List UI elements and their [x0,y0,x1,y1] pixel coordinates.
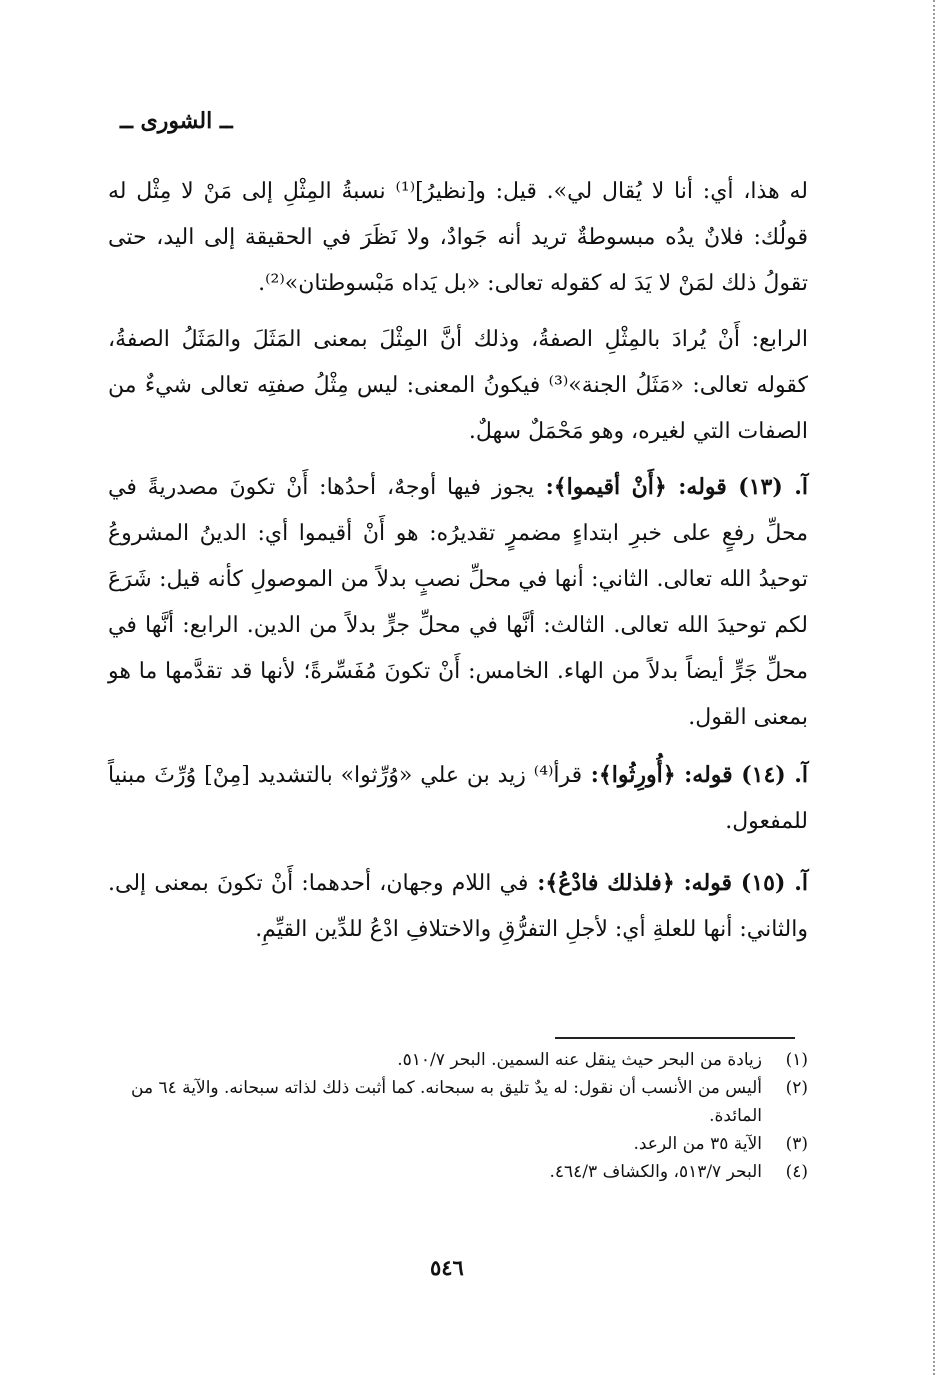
paragraph-5 [108,860,808,953]
paragraph-5-lead: آ. (١٥) قوله: ﴿فلذلك فادْعُ﴾: [528,870,808,896]
footnote-text: الآية ٣٥ من الرعد. [633,1134,762,1154]
paragraph-2-text: الرابع: أَنْ يُرادَ بالمِثْلِ الصفةُ، وذلك أنَّ المِثْلَ بمعنى المَثَلَ والمَثَلُ الصفةُ، كقوله تعالى: «مَثَلُ الجنة»⁽³⁾ فيكونُ المعنى: ليس مِثْلُ صفتِه تعالى شيءٌ من الصفات التي لغيره، وهو مَحْمَلٌ سهلٌ. [108,327,808,444]
footnote-separator [555,1037,795,1039]
paragraph-5-text: في اللام وجهان، أحدهما: أَنْ تكونَ بمعنى إلى. والثاني: أنها للعلةِ أي: لأجلِ التفرُّقِ والاختلافِ ادْعُ للدِّين القيِّمِ. [108,871,808,942]
running-header: ــ الشورى ــ [120,108,233,134]
footnotes [118,1046,808,1186]
footnote-3 [118,1130,808,1158]
paragraph-1 [108,168,808,307]
footnote-number: (٢) [785,1078,808,1098]
paragraph-1-text: له هذا، أي: أنا لا يُقال لي». قيل: و[نظيرُ]⁽¹⁾ نسبةُ المِثْلِ إلى مَنْ لا مِثْل له قولُك: فلانٌ يدُه مبسوطةٌ تريد أنه جَوادٌ، ولا نَظَرَ في الحقيقة إلى اليد، حتى تقولُ ذلك لمَنْ لا يَدَ له كقوله تعالى: «بل يَداه مَبْسوطتان»⁽²⁾. [108,179,808,296]
footnote-number: (٤) [785,1162,808,1182]
paragraph-3-lead: آ. (١٣) قوله: ﴿أَنْ أقيموا﴾: [534,474,808,500]
paragraph-3 [108,464,808,741]
paragraph-3-text: يجوز فيها أوجهٌ، أحدُها: أَنْ تكونَ مصدريةً في محلِّ رفعٍ على خبرِ ابتداءٍ مضمرٍ تقديرُه: هو أَنْ أقيموا أي: الدينُ المشروعُ توحيدُ الله تعالى. الثاني: أنها في محلِّ نصبٍ بدلاً من الموصولِ كأنه قيل: شَرَعَ لكم توحيدَ الله تعالى. الثالث: أنَّها في محلِّ جرٍّ بدلاً من الدين. الرابع: أنَّها في محلِّ جَرٍّ أيضاً بدلاً من الهاء. الخامس: أَنْ تكونَ مُفَسِّرةً؛ لأنها قد تقدَّمها ما هو بمعنى القول. [108,475,808,730]
footnote-4 [118,1158,808,1186]
paragraph-4 [108,752,808,845]
footnote-text: البحر ٥١٣/٧، والكشاف ٤٦٤/٣. [549,1162,762,1182]
footnote-text: أليس من الأنسب أن نقول: له يدٌ تليق به سبحانه. كما أثبت ذلك لذاته سبحانه. والآية ٦٤ من المائدة. [131,1078,762,1126]
page-number: ٥٤٦ [430,1255,464,1280]
binding-holes [927,0,935,1375]
paragraph-4-text: قرأ⁽⁴⁾ زيد بن علي «وُرِّثوا» بالتشديد [مِنْ] وُرِّثَ مبنياً للمفعول. [108,763,808,834]
footnote-1 [118,1046,808,1074]
paragraph-2 [108,316,808,455]
paragraph-4-lead: آ. (١٤) قوله: ﴿أُورِثُوا﴾: [582,762,808,788]
footnote-2 [118,1074,808,1130]
footnote-text: زيادة من البحر حيث ينقل عنه السمين. البحر ٥١٠/٧. [397,1050,762,1070]
footnote-number: (٣) [785,1134,808,1154]
footnote-number: (١) [785,1050,808,1070]
